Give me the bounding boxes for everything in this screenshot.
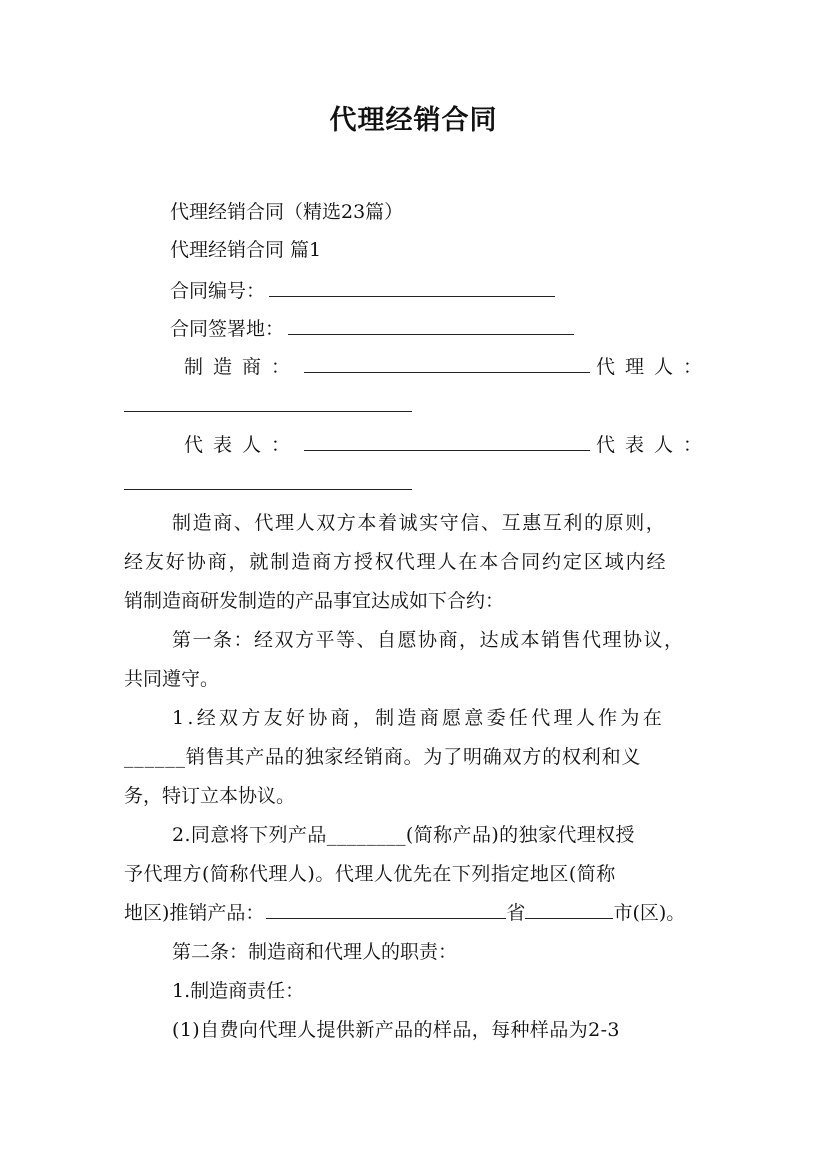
representative1-label: 代表人： bbox=[184, 434, 301, 456]
city-label: 市(区)。 bbox=[613, 902, 686, 924]
paragraph-4a: 2.同意将下列产品________(简称产品)的独家代理权授 bbox=[172, 824, 635, 846]
agent-blank bbox=[124, 393, 412, 412]
paragraph-3c: 务，特订立本协议。 bbox=[124, 785, 296, 807]
contract-number-label: 合同编号： bbox=[170, 280, 266, 302]
paragraph-3a: 1.经双方友好协商，制造商愿意委任代理人作为在 bbox=[172, 707, 666, 729]
paragraph-2b: 共同遵守。 bbox=[124, 668, 220, 690]
paragraph-4c-prefix: 地区)推销产品： bbox=[124, 902, 265, 924]
paragraph-3b: ______销售其产品的独家经销商。为了明确双方的权利和义 bbox=[124, 746, 642, 768]
paragraph-4b: 予代理方(简称代理人)。代理人优先在下列指定地区(简称 bbox=[124, 863, 616, 885]
paragraph-4c bbox=[124, 900, 685, 926]
manufacturer-line bbox=[184, 354, 712, 380]
paragraph-6: 1.制造商责任： bbox=[172, 980, 305, 1002]
subtitle-line: 代理经销合同（精选23篇） bbox=[170, 201, 404, 223]
representative1-blank bbox=[304, 432, 590, 451]
paragraph-1a: 制造商、代理人双方本着诚实守信、互惠互利的原则， bbox=[172, 512, 667, 534]
paragraph-5: 第二条：制造商和代理人的职责： bbox=[172, 941, 458, 963]
document-title: 代理经销合同 bbox=[329, 105, 498, 136]
paragraph-1b: 经友好协商，就制造商方授权代理人在本合同约定区域内经 bbox=[124, 551, 668, 573]
representative2-blank-line bbox=[124, 471, 414, 497]
representative2-blank bbox=[124, 471, 412, 490]
sign-place-label: 合同签署地： bbox=[170, 318, 285, 340]
representative2-label: 代表人： bbox=[596, 434, 713, 456]
representative-line bbox=[184, 432, 712, 458]
province-label: 省 bbox=[506, 902, 526, 924]
region-blank bbox=[266, 900, 506, 919]
contract-number-blank bbox=[269, 278, 555, 297]
sign-place-blank bbox=[288, 316, 574, 335]
agent-blank-line bbox=[124, 393, 414, 419]
part-line: 代理经销合同 篇1 bbox=[170, 239, 322, 261]
contract-number-line bbox=[170, 278, 557, 304]
paragraph-7: (1)自费向代理人提供新产品的样品，每种样品为2-3 bbox=[172, 1019, 620, 1041]
paragraph-1c: 销制造商研发制造的产品事宜达成如下合约： bbox=[124, 590, 505, 612]
manufacturer-label: 制造商： bbox=[184, 356, 301, 378]
sign-place-line bbox=[170, 316, 576, 342]
city-blank bbox=[525, 900, 613, 919]
paragraph-2a: 第一条：经双方平等、自愿协商，达成本销售代理协议， bbox=[172, 629, 685, 651]
manufacturer-blank bbox=[304, 354, 590, 373]
agent-label: 代理人： bbox=[596, 356, 713, 378]
